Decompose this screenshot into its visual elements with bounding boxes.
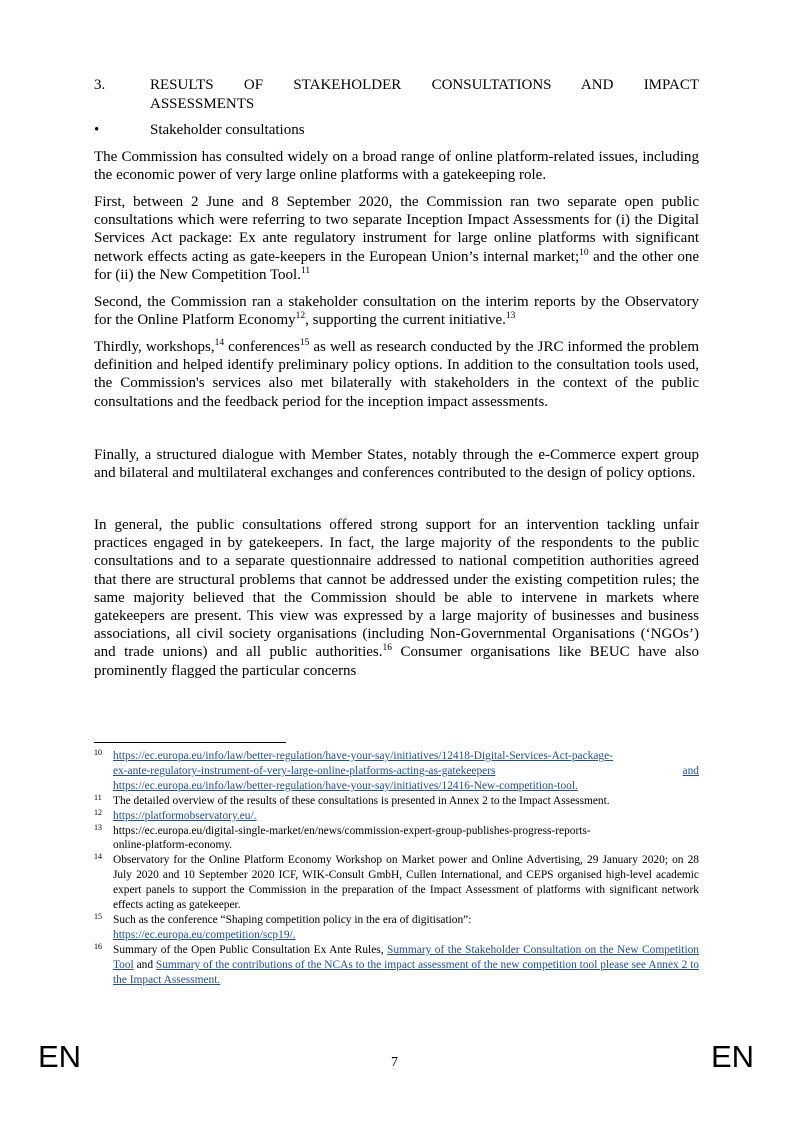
footnote-marker-11: 11 [94, 792, 102, 802]
paragraph-6-text: In general, the public consultations offered strong support for an intervention tackling unfair practices engaged in by gatekeepers. In fact, the large majority of the respondents to the public consultations and to a separate questionnaire addressed to national competition authorities agreed that there are structural problems that cannot be addressed under the existing competition rules; the same majority believed that the Commission should be able to intervene in markets where gatekeepers are present. This view was expressed by a large majority of businesses and business associations, all civil society organisations (including Non-Governmental Organisations (‘NGOs’) and trade unions) and all public authorities. [94, 517, 699, 661]
paragraph-2-tail: and the other one for (ii) the New Competition Tool. [94, 248, 699, 283]
footnote-marker-15: 15 [94, 911, 102, 921]
footnote-separator [94, 742, 286, 743]
footnote-14-text: Observatory for the Online Platform Economy Workshop on Market power and Online Advertising, 29 January 2020; on 28 July 2020 and 10 September 2020 ICF, WIK-Consult GmbH, Cullen International, and CEPS organised high-level academic expert panels to support the Commission in the preparation of the Impact Assessment of platforms with significant network effects acting as gatekeeper. [113, 854, 699, 912]
footnote-16-link-2[interactable]: Summary of the contributions of the NCAs to the impact assessment of the new competition tool please see Annex 2 to the Impact Assessment. [113, 958, 699, 986]
footnote-12 [94, 809, 699, 824]
paragraph-1 [94, 148, 699, 184]
footnote-10-line-2 [113, 764, 699, 779]
paragraph-3-text: Second, the Commission ran a stakeholder consultation on the interim reports by the Observatory for the Online Platform Economy [94, 294, 699, 329]
footnote-marker-12: 12 [94, 807, 102, 817]
footnote-10-link-1-cont[interactable]: ex-ante-regulatory-instrument-of-very-large-online-platforms-acting-as-gatekeepers [113, 764, 496, 777]
footnote-ref-12[interactable]: 12 [295, 311, 306, 322]
paragraph-2 [94, 193, 699, 284]
footnote-16-link-1[interactable]: Summary of the Stakeholder Consultation on the New Competition Tool [113, 943, 700, 971]
subsection-title: Stakeholder consultations [150, 122, 305, 138]
footnote-13 [94, 824, 699, 854]
footnote-16-and: and [133, 958, 156, 971]
footnote-ref-10[interactable]: 10 [579, 247, 589, 258]
language-code-right: EN [711, 1039, 755, 1074]
footnote-ref-14[interactable]: 14 [214, 338, 225, 348]
paragraph-3 [94, 293, 699, 329]
footnote-marker-13: 13 [94, 822, 102, 832]
page-number: 7 [391, 1055, 398, 1070]
paragraph-6 [94, 516, 699, 680]
bullet-marker: • [94, 122, 100, 138]
footnote-13-text-cont: online-platform-economy. [113, 839, 233, 852]
language-code-left: EN [38, 1039, 82, 1074]
footnote-marker-16: 16 [94, 941, 102, 951]
paragraph-4-mid: conferences [224, 339, 300, 355]
footnote-15-text: Such as the conference “Shaping competition policy in the era of digitisation”: [113, 913, 472, 926]
footnote-10 [94, 749, 699, 794]
footnote-11-text: The detailed overview of the results of these consultations is presented in Annex 2 to the Impact Assessment. [113, 794, 610, 807]
footnote-10-and: and [682, 764, 699, 777]
footnote-marker-10: 10 [94, 748, 102, 757]
paragraph-5 [94, 446, 699, 482]
paragraph-4 [94, 338, 699, 411]
paragraph-4-start: Thirdly, workshops, [94, 339, 215, 355]
footnote-15 [94, 913, 699, 943]
section-title [150, 76, 699, 114]
footnote-11 [94, 794, 699, 809]
footnote-12-link[interactable]: https://platformobservatory.eu/. [113, 809, 257, 822]
footnotes [94, 749, 699, 988]
footnote-ref-13[interactable]: 13 [505, 311, 516, 322]
paragraph-4-text: as well as research conducted by the JRC informed the problem definition and helped identify preliminary policy options. In addition to the consultation tools used, the Commission's services also met bilaterally with stakeholders in the context of the public consultations and the feedback period for the inception impact assessments. [94, 339, 700, 410]
footnote-14 [94, 853, 699, 913]
footnote-ref-16[interactable]: 16 [382, 643, 392, 654]
paragraph-5-text: Finally, a structured dialogue with Member States, notably through the e-Commerce expert group and bilateral and multilateral exchanges and conferences contributed to the design of policy options. [94, 447, 699, 482]
footnote-16-text: Summary of the Open Public Consultation Ex Ante Rules, [113, 943, 388, 956]
footnote-10-link-2[interactable]: https://ec.europa.eu/info/law/better-regulation/have-your-say/initiatives/12416-New-competition-tool. [113, 779, 578, 792]
footnote-marker-14: 14 [94, 852, 102, 862]
section-number: 3. [94, 77, 106, 93]
paragraph-1-text: The Commission has consulted widely on a broad range of online platform-related issues, including the economic power of very large online platforms with a gatekeeping role. [94, 149, 699, 184]
section-title-line-1: RESULTS OF STAKEHOLDER CONSULTATIONS AND IMPACT [150, 77, 699, 93]
paragraph-3-tail: , supporting the current initiative. [305, 312, 506, 329]
footnote-10-link-1[interactable]: https://ec.europa.eu/info/law/better-regulation/have-your-say/initiatives/12418-Digital-Services-Act-package- [113, 750, 613, 762]
footnote-16 [94, 943, 699, 988]
footnote-15-link[interactable]: https://ec.europa.eu/competition/scp19/. [113, 928, 296, 941]
paragraph-6-tail: Consumer organisations like BEUC have also prominently flagged the particular concerns [94, 644, 700, 679]
section-title-line-2: ASSESSMENTS [150, 96, 255, 112]
footnote-ref-15[interactable]: 15 [299, 338, 310, 348]
footnote-13-text: https://ec.europa.eu/digital-single-market/en/news/commission-expert-group-publishes-progress-reports- [113, 824, 591, 837]
paragraph-2-text: First, between 2 June and 8 September 2020, the Commission ran two separate open public consultations which were referring to two separate Inception Impact Assessments for (i) the Digital Services Act package: Ex ante regulatory instrument for large online platforms with significant network effects acting as gate-keepers in the European Union’s internal market; [94, 194, 699, 265]
footnote-ref-11[interactable]: 11 [300, 265, 311, 276]
